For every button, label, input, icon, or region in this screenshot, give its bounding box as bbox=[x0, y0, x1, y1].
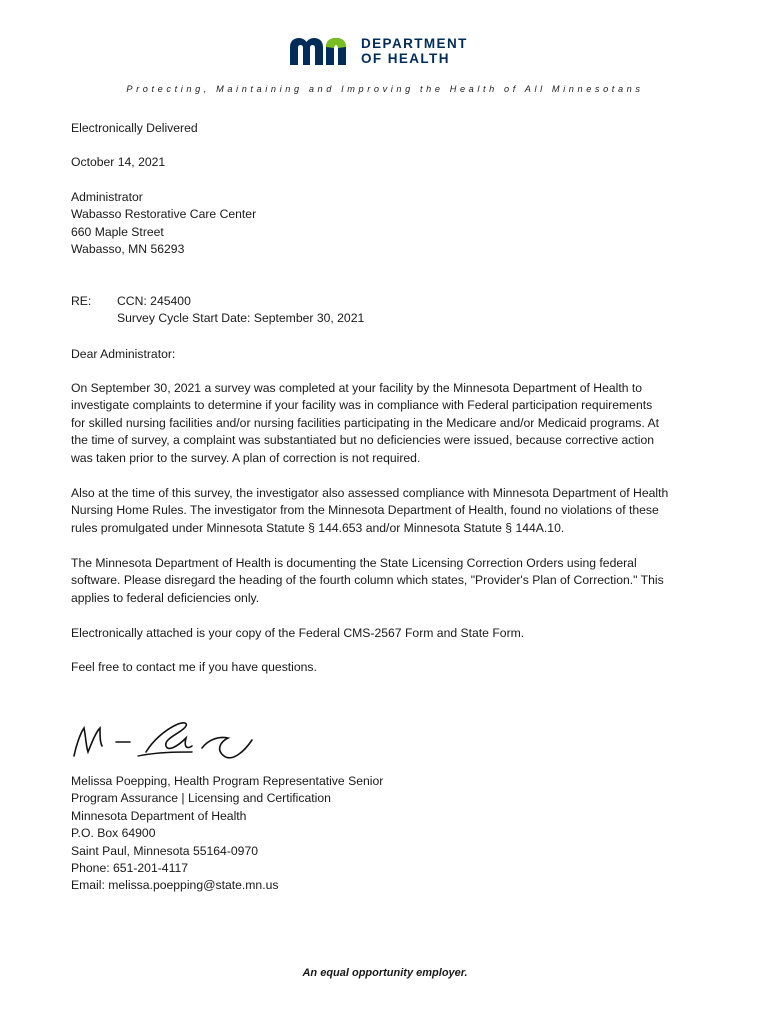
signer-city: Saint Paul, Minnesota 55164-0970 bbox=[71, 843, 259, 858]
paragraph-line: applies to federal deficiencies only. bbox=[71, 590, 260, 605]
paragraph-line: for skilled nursing facilities and/or nursing facilities participating in the Medicare and/or Medicaid programs. At bbox=[71, 415, 659, 430]
paragraph-line: investigate complaints to determine if your facility was in compliance with Federal participation requirements bbox=[71, 398, 653, 413]
mn-logo-icon bbox=[289, 36, 355, 66]
recipient-line: 660 Maple Street bbox=[71, 224, 164, 239]
paragraph-correction-orders bbox=[71, 555, 711, 607]
paragraph-line: rules promulgated under Minnesota Statute § 144.653 and/or Minnesota Statute § 144A.10. bbox=[71, 520, 565, 535]
paragraph-line: the time of survey, a complaint was substantiated but no deficiencies were issued, because corrective action bbox=[71, 433, 655, 448]
re-ccn: CCN: 245400 bbox=[117, 294, 191, 308]
paragraph-line: software. Please disregard the heading of the fourth column which states, "Provider's Plan of Correction." This bbox=[71, 573, 664, 588]
recipient-line: Administrator bbox=[71, 190, 143, 204]
mdh-logo bbox=[289, 36, 489, 70]
paragraph-line: The Minnesota Department of Health is documenting the State Licensing Correction Orders using federal bbox=[71, 556, 637, 570]
footer-equal-opportunity: An equal opportunity employer. bbox=[302, 967, 468, 979]
paragraph-state-rules bbox=[71, 485, 711, 537]
paragraph-line: was taken prior to the survey. A plan of correction is not required. bbox=[71, 450, 421, 465]
paragraph-contact: Feel free to contact me if you have questions. bbox=[71, 660, 317, 674]
re-label: RE: bbox=[71, 294, 92, 308]
logo-line2: OF HEALTH bbox=[361, 51, 450, 66]
letter-date: October 14, 2021 bbox=[71, 155, 166, 169]
paragraph-line: On September 30, 2021 a survey was completed at your facility by the Minnesota Department of Health to bbox=[71, 381, 643, 395]
paragraph-line: Also at the time of this survey, the investigator also assessed compliance with Minnesota Department of Health bbox=[71, 486, 669, 500]
signer-po-box: P.O. Box 64900 bbox=[71, 826, 156, 841]
paragraph-survey-result bbox=[71, 380, 711, 467]
re-survey-date: Survey Cycle Start Date: September 30, 2021 bbox=[117, 311, 365, 326]
paragraph-line: Nursing Home Rules. The investigator from the Minnesota Department of Health, found no violations of these bbox=[71, 503, 659, 518]
recipient-address bbox=[71, 189, 711, 259]
signer-email: Email: melissa.poepping@state.mn.us bbox=[71, 878, 279, 893]
logo-wordmark bbox=[361, 36, 468, 66]
salutation: Dear Administrator: bbox=[71, 347, 176, 361]
delivery-method: Electronically Delivered bbox=[71, 121, 198, 135]
recipient-line: Wabasso Restorative Care Center bbox=[71, 207, 257, 222]
re-lines bbox=[117, 293, 677, 328]
signer-unit: Program Assurance | Licensing and Certification bbox=[71, 791, 331, 806]
tagline: Protecting, Maintaining and Improving the Health of All Minnesotans bbox=[126, 84, 644, 94]
signer-department: Minnesota Department of Health bbox=[71, 808, 247, 823]
recipient-line: Wabasso, MN 56293 bbox=[71, 242, 185, 257]
paragraph-attachments: Electronically attached is your copy of the Federal CMS-2567 Form and State Form. bbox=[71, 626, 525, 640]
signature-icon bbox=[68, 712, 268, 772]
signer-phone: Phone: 651-201-4117 bbox=[71, 861, 189, 876]
signer-name-title: Melissa Poepping, Health Program Representative Senior bbox=[71, 774, 384, 788]
signature-block bbox=[71, 773, 711, 895]
logo-line1: DEPARTMENT bbox=[361, 36, 468, 51]
